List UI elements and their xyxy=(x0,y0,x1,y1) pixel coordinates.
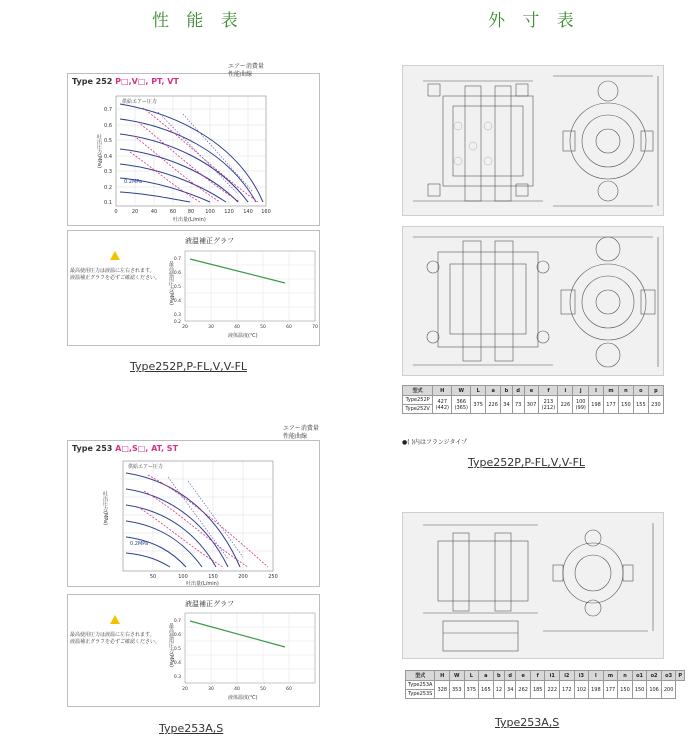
svg-text:0.3: 0.3 xyxy=(173,313,181,318)
table-header-cell: f xyxy=(530,671,545,681)
table-cell: 185 xyxy=(530,681,545,699)
table-header-cell: o2 xyxy=(647,671,662,681)
table-cell: 375 xyxy=(464,681,479,699)
table-header-row xyxy=(406,671,685,681)
svg-text:150: 150 xyxy=(208,574,218,580)
svg-text:0.6: 0.6 xyxy=(104,123,112,129)
table-cell: 230 xyxy=(648,396,663,414)
table-row xyxy=(403,396,664,405)
table-header-cell: n xyxy=(618,671,633,681)
type252-ylabel: 吐出圧力(MPa) xyxy=(96,134,102,169)
dimensions-heading: 外 寸 表 xyxy=(488,11,580,31)
table-cell: 165 xyxy=(479,681,494,699)
type253-dimension-drawing xyxy=(402,512,664,659)
svg-text:0.6: 0.6 xyxy=(173,271,181,276)
table-header-cell: b xyxy=(493,671,504,681)
table-cell: 150 xyxy=(618,681,633,699)
table-cell: 213 (212) xyxy=(539,396,558,414)
pump-drawing-front-side xyxy=(403,66,665,217)
svg-text:70: 70 xyxy=(312,325,318,330)
type252-correction-panel xyxy=(67,230,320,346)
type252-performance-link[interactable]: Type252P,P-FL,V,V-FL xyxy=(130,360,248,373)
table-cell: 177 xyxy=(603,681,618,699)
table-header-cell: i3 xyxy=(574,671,589,681)
type253-chart-title: Type 253 A□,S□, AT, ST xyxy=(72,444,179,453)
svg-text:140: 140 xyxy=(243,209,253,215)
svg-text:40: 40 xyxy=(234,325,240,330)
table-cell: 353 xyxy=(450,681,465,699)
type252-flange-note: ●( )内はフランジタイプ xyxy=(402,439,468,446)
table-header-cell: H xyxy=(435,671,450,681)
table-header-cell: m xyxy=(603,671,618,681)
type252-correction-title: 液温補正グラフ xyxy=(185,237,234,245)
svg-text:0.4: 0.4 xyxy=(173,661,181,666)
type252-correction-xlabel: 液体温度(℃) xyxy=(228,333,258,339)
svg-text:0.6: 0.6 xyxy=(173,633,181,638)
type252-inset-label: 供給エアー圧力 xyxy=(122,99,157,105)
type253-warning-text: 最高使用圧力は液温に左右されます。 液温補正グラフを必ずご確認ください。 xyxy=(70,632,161,645)
type253-variants: A□,S□, AT, ST xyxy=(115,444,179,453)
type252-chart-title: Type 252 P□,V□, PT, VT xyxy=(72,77,179,86)
svg-text:0.7: 0.7 xyxy=(173,619,181,624)
svg-text:0.4: 0.4 xyxy=(104,154,112,160)
svg-text:200: 200 xyxy=(238,574,248,580)
table-cell: 100 (99) xyxy=(573,396,589,414)
table-header-cell: 型式 xyxy=(403,386,433,396)
svg-text:0.4: 0.4 xyxy=(173,299,181,304)
svg-text:30: 30 xyxy=(208,687,214,692)
svg-text:20: 20 xyxy=(182,687,188,692)
table-cell: 328 xyxy=(435,681,450,699)
type252-dimension-drawing-top xyxy=(402,65,664,216)
table-header-cell: o1 xyxy=(632,671,647,681)
table-header-cell: i2 xyxy=(560,671,575,681)
svg-text:160: 160 xyxy=(261,209,271,215)
table-cell: 177 xyxy=(604,396,619,414)
table-header-cell: m xyxy=(604,386,619,396)
type253-correction-ylabel: 最高使用圧力(MPa) xyxy=(168,623,174,668)
table-header-cell: e xyxy=(524,386,539,396)
svg-text:20: 20 xyxy=(182,325,188,330)
model-cell: Type252V xyxy=(403,405,433,414)
table-cell: 222 xyxy=(545,681,560,699)
table-cell: 375 xyxy=(471,396,486,414)
svg-text:80: 80 xyxy=(187,209,195,215)
svg-text:100: 100 xyxy=(178,574,188,580)
table-header-cell: j xyxy=(573,386,589,396)
table-cell: 198 xyxy=(589,396,604,414)
pump-drawing-flange xyxy=(403,227,665,377)
type253-ylabel: 吐出圧力(MPa) xyxy=(102,491,108,526)
table-cell: 200 xyxy=(661,681,676,699)
table-cell: 106 xyxy=(647,681,662,699)
svg-text:50: 50 xyxy=(149,574,157,580)
type252-performance-panel xyxy=(67,63,320,226)
table-header-cell: W xyxy=(452,386,471,396)
svg-text:0.7: 0.7 xyxy=(104,107,112,113)
svg-text:50: 50 xyxy=(260,687,266,692)
table-cell: 155 xyxy=(633,396,648,414)
type253-supply-label: 0.2MPa xyxy=(130,541,149,547)
table-cell: 307 xyxy=(524,396,539,414)
table-header-cell: H xyxy=(433,386,452,396)
svg-text:0.3: 0.3 xyxy=(104,169,112,175)
type252-performance-chart xyxy=(68,74,321,227)
svg-text:100: 100 xyxy=(205,209,215,215)
svg-text:30: 30 xyxy=(208,325,214,330)
type253-xlabel: 吐出量(L/min) xyxy=(186,581,219,587)
table-row xyxy=(406,681,685,690)
table-header-cell: o xyxy=(633,386,648,396)
type253-performance-link[interactable]: Type253A,S xyxy=(159,722,224,735)
table-cell: 366 (365) xyxy=(452,396,471,414)
table-cell: 34 xyxy=(505,681,516,699)
svg-text:0.2: 0.2 xyxy=(173,320,181,325)
type253-correction-xlabel: 液体温度(℃) xyxy=(228,695,258,701)
type253-correction-title: 液温補正グラフ xyxy=(185,600,234,608)
svg-text:60: 60 xyxy=(286,325,292,330)
svg-text:0.1: 0.1 xyxy=(104,200,112,206)
type253-dimension-link[interactable]: Type253A,S xyxy=(495,716,560,729)
type252-dimension-link[interactable]: Type252P,P-FL,V,V-FL xyxy=(468,456,586,469)
table-header-cell: L xyxy=(471,386,486,396)
model-cell: Type252P xyxy=(403,396,433,405)
svg-text:0.5: 0.5 xyxy=(173,285,181,290)
table-cell: 226 xyxy=(486,396,501,414)
svg-text:50: 50 xyxy=(260,325,266,330)
table-header-cell: l xyxy=(589,386,604,396)
table-cell: 226 xyxy=(558,396,573,414)
svg-text:0.7: 0.7 xyxy=(173,257,181,262)
type253-spec-table xyxy=(405,670,685,699)
type253-inset-label: 供給エアー圧力 xyxy=(128,464,163,470)
pump-drawing-type253 xyxy=(403,513,665,660)
type252-correction-chart xyxy=(68,231,321,347)
svg-text:40: 40 xyxy=(234,687,240,692)
svg-text:0: 0 xyxy=(114,209,118,215)
type253-spec-table-wrap xyxy=(405,670,683,699)
table-header-cell: d xyxy=(505,671,516,681)
table-header-cell: o3 xyxy=(661,671,676,681)
model-cell: Type253A xyxy=(406,681,435,690)
model-cell: Type253S xyxy=(406,690,435,699)
table-cell: 102 xyxy=(574,681,589,699)
table-header-cell: e xyxy=(516,671,531,681)
table-header-cell: d xyxy=(512,386,524,396)
table-header-cell: W xyxy=(450,671,465,681)
type253-performance-panel xyxy=(67,425,320,587)
table-header-cell: P xyxy=(676,671,685,681)
type253-correction-panel xyxy=(67,594,320,707)
table-cell: 12 xyxy=(493,681,504,699)
svg-text:250: 250 xyxy=(268,574,278,580)
table-header-cell: l xyxy=(589,671,604,681)
table-header-cell: n xyxy=(618,386,633,396)
table-header-cell: 型式 xyxy=(406,671,435,681)
table-header-cell: a xyxy=(479,671,494,681)
type252-legend-perf: 性能曲線 xyxy=(228,71,253,78)
table-header-cell: b xyxy=(501,386,513,396)
type253-legend-perf: 性能曲線 xyxy=(283,433,308,440)
svg-text:0.5: 0.5 xyxy=(173,647,181,652)
table-cell: 150 xyxy=(618,396,633,414)
svg-text:20: 20 xyxy=(131,209,139,215)
table-cell: 262 xyxy=(516,681,531,699)
svg-text:0.5: 0.5 xyxy=(104,138,112,144)
svg-text:40: 40 xyxy=(150,209,158,215)
table-header-cell: p xyxy=(648,386,663,396)
table-header-cell: a xyxy=(486,386,501,396)
table-cell: 198 xyxy=(589,681,604,699)
table-cell: 73 xyxy=(512,396,524,414)
type252-dimension-drawing-flange xyxy=(402,226,664,376)
performance-heading: 性 能 表 xyxy=(152,11,244,31)
type252-spec-table-wrap xyxy=(402,385,664,446)
svg-text:0.2: 0.2 xyxy=(104,185,112,191)
table-header-row xyxy=(403,386,664,396)
svg-text:60: 60 xyxy=(286,687,292,692)
table-cell: 172 xyxy=(560,681,575,699)
type252-supply-label: 0.2MPa xyxy=(124,179,143,185)
type252-warning-text: 最高使用圧力は液温に左右されます。 液温補正グラフを必ずご確認ください。 xyxy=(70,268,161,281)
table-cell: 34 xyxy=(501,396,513,414)
svg-text:60: 60 xyxy=(169,209,177,215)
svg-text:0.3: 0.3 xyxy=(173,675,181,680)
type253-correction-chart xyxy=(68,595,321,708)
type253-legend-air: エアー消費量 xyxy=(283,425,319,432)
table-header-cell: L xyxy=(464,671,479,681)
type252-variants: P□,V□, PT, VT xyxy=(115,77,179,86)
type252-legend-air: エアー消費量 xyxy=(228,63,264,70)
table-header-cell: f xyxy=(539,386,558,396)
type252-xlabel: 吐出量(L/min) xyxy=(173,217,206,223)
type252-spec-table xyxy=(402,385,664,414)
type252-correction-ylabel: 最高使用圧力(MPa) xyxy=(168,261,174,306)
svg-text:120: 120 xyxy=(224,209,234,215)
table-cell: 427 (442) xyxy=(433,396,452,414)
table-header-cell: i xyxy=(558,386,573,396)
table-cell: 150 xyxy=(632,681,647,699)
table-header-cell: i1 xyxy=(545,671,560,681)
